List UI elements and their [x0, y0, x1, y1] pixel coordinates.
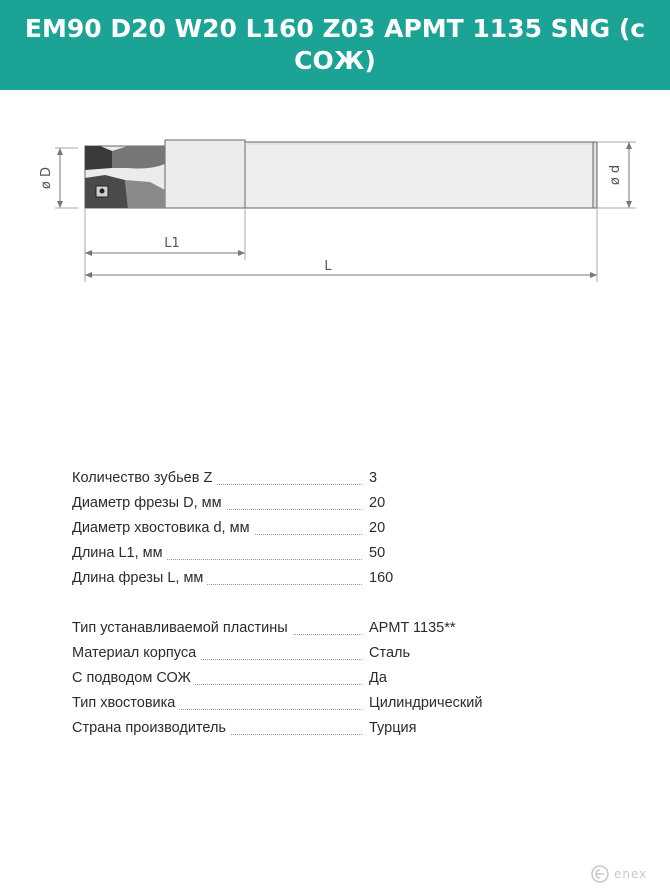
spec-value: APMT 1135**	[369, 620, 456, 636]
spec-row-diameter-d	[72, 519, 532, 544]
page-title: EM90 D20 W20 L160 Z03 APMT 1135 SNG (с СОЖ)	[24, 14, 646, 75]
spec-row-diameter-D	[72, 494, 532, 519]
spec-row-teeth	[72, 469, 532, 494]
spec-row-shank-type	[72, 694, 532, 719]
enex-logo	[590, 863, 660, 885]
spec-label: Длина фрезы L, мм	[72, 570, 207, 586]
spec-label: Диаметр хвостовика d, мм	[72, 520, 254, 536]
spec-row-insert-type	[72, 619, 532, 644]
spec-row-coolant	[72, 669, 532, 694]
spec-label: Длина L1, мм	[72, 545, 167, 561]
spec-label: Страна производитель	[72, 720, 230, 736]
spec-label: С подводом СОЖ	[72, 670, 195, 686]
diameter-d-label: ø d	[608, 164, 623, 186]
length-L-label: L	[324, 259, 332, 274]
logo-text: enex	[614, 867, 648, 881]
spec-value: Цилиндрический	[369, 695, 483, 711]
spec-value: 20	[369, 495, 386, 511]
spec-value: 20	[369, 520, 386, 536]
spec-value: 50	[369, 545, 386, 561]
tool-shank	[245, 142, 593, 208]
specs-dimensions	[72, 469, 532, 594]
spec-value: 160	[369, 570, 394, 586]
spec-value: 3	[369, 470, 378, 486]
diameter-D-label: ø D	[39, 166, 54, 190]
spec-row-body-material	[72, 644, 532, 669]
spec-row-length-L	[72, 569, 532, 594]
spec-label: Материал корпуса	[72, 645, 200, 661]
spec-row-country	[72, 719, 532, 744]
page-header	[0, 0, 670, 90]
spec-label: Тип хвостовика	[72, 695, 179, 711]
spec-label: Количество зубьев Z	[72, 470, 216, 486]
spec-value: Сталь	[369, 645, 411, 661]
tool-drawing	[0, 110, 670, 300]
cutting-head	[85, 140, 245, 208]
spec-row-length-L1	[72, 544, 532, 569]
spec-value: Да	[369, 670, 387, 686]
spec-label: Тип устанавливаемой пластины	[72, 620, 292, 636]
spec-label: Диаметр фрезы D, мм	[72, 495, 226, 511]
specs-properties	[72, 619, 532, 744]
length-L1-label: L1	[164, 236, 180, 251]
spec-value: Турция	[369, 720, 417, 736]
